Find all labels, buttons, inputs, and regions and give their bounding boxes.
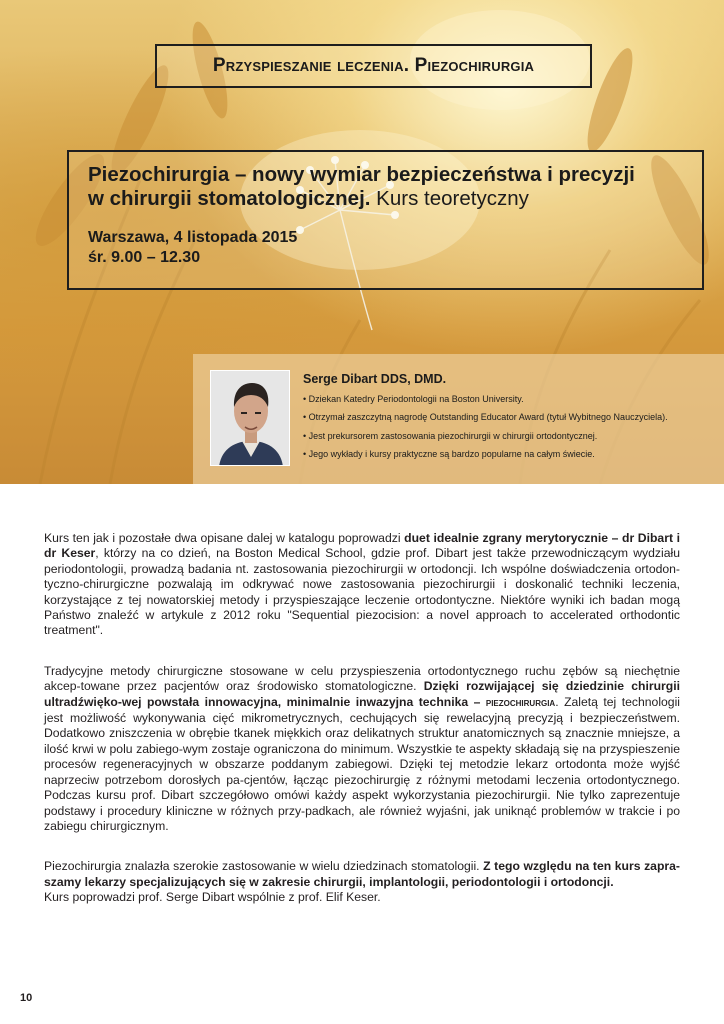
article-body <box>44 531 680 931</box>
page-number: 10 <box>20 992 33 1004</box>
course-date: Warszawa, 4 listopada 2015 <box>88 229 298 246</box>
course-time: śr. 9.00 – 12.30 <box>88 249 201 266</box>
paragraph-1-emphasis: duet idealnie zgrany merytorycznie – dr Dibart i dr Keser <box>44 531 681 561</box>
lecturer-bio-item: • Otrzymał zaszczytną nagrodę Outstanding Educator Award (tytuł Wybitnego Nauczyciela). <box>303 408 668 426</box>
section-title: Przyspieszanie leczenia. Piezochirurgia <box>212 55 535 76</box>
lecturer-bio-list <box>303 390 668 463</box>
lecturer-bio-item: • Dziekan Katedry Periodontologii na Boston University. <box>303 390 668 408</box>
paragraph-3-text-end: Kurs poprowadzi prof. Serge Dibart wspólnie z prof. Elif Keser. <box>44 890 381 905</box>
course-title-line-2: w chirurgii stomatologicznej. <box>88 187 371 210</box>
lecturer-portrait <box>210 370 290 466</box>
paragraph-3-emphasis: Z tego względu na ten kurs zapra-szamy lekarzy specjalizujących się w zakresie chirurgii, implantologii, periodontologii i ortodoncji. <box>44 859 680 889</box>
lecturer-bio-item: • Jest prekursorem zastosowania piezochirurgii w chirurgii ortodontycznej. <box>303 427 668 445</box>
hero-banner <box>0 0 724 484</box>
paragraph-1-text-end: , którzy na co dzień, na Boston Medical School, gdzie prof. Dibart jest także przewodniczącym wydziału periodontologii, prowadzą badania nt. zastosowania piezochirurgii w ortodoncji. Ich wspólne doświadczenia ortodon-tyczno-chirurgiczne pozwalają im odkrywać nowe zastosowania piezochirurgii i doskonalić techniki leczenia, korzystające z tej nowatorskiej metody i przyspieszające leczenie ortodontyczne. Niektóre wyniki ich badan mogą Państwo znaleźć w artykule z 2012 roku "Sequential piezocision: a novel approach to accelerated orthodontic treatment". <box>44 546 680 638</box>
course-schedule <box>88 228 702 268</box>
section-title-box <box>155 44 592 88</box>
lecturer-photo <box>211 371 290 466</box>
paragraph-2-emphasis: Dzięki rozwijającej się dziedzinie chirurgii ultradźwięko-wej powstała innowacyjna, minimalnie inwazyjna technika – <box>44 679 680 709</box>
lecturer-name: Serge Dibart DDS, DMD. <box>303 372 447 386</box>
paragraph-2-smallcaps: piezochirurgia <box>485 696 556 709</box>
paragraph-3-text: Piezochirurgia znalazła szerokie zastosowanie w wielu dziedzinach stomatologii. <box>44 859 484 874</box>
paragraph-2 <box>44 664 680 834</box>
paragraph-3 <box>44 859 680 905</box>
lecturer-bio-item: • Jego wykłady i kursy praktyczne są bardzo popularne na całym świecie. <box>303 445 668 463</box>
course-title-line-1: Piezochirurgia – nowy wymiar bezpieczeństwa i precyzji <box>88 163 635 186</box>
lecturer-panel <box>193 354 724 484</box>
paragraph-1-text: Kurs ten jak i pozostałe dwa opisane dalej w katalogu poprowadzi <box>44 531 405 545</box>
course-title <box>88 163 702 211</box>
paragraph-2-text: Tradycyjne metody chirurgiczne stosowane w celu przyspieszenia ortodontycznego ruchu zębów są niechętnie akcep-towane przez pacjentów oraz środowisko stomatologiczne. <box>44 663 680 694</box>
paragraph-2-text-end: . Zaletą tej technologii jest możliwość wykonywania cięć mikrometrycznych, cechujących się rewelacyjną precyzją i bezpieczeństwem. Dodatkowo zniszczenia w obrębie tkanek miękkich oraz delikatnych struktur anatomicznych są znacznie mniejsze, a ilość krwi w polu zabiego-wym zostaje ograniczona do minimum. Wszystkie te aspekty składają się na przyspieszenie procesów regeneracyjnych w obszarze poddanym zabiegowi. Dzięki tej metodzie lekarz ortodonta może wyjść naprzeciw potrzebom dorosłych pa-cjentów, łącząc piezochirurgię z różnymi metodami leczenia ortodontycznego. Podczas kursu prof. Dibart szczegółowo omówi każdy aspekt wykorzystania piezochirurgii. Nie tylko zaprezentuje podstawy i procedury kliniczne w różnych przy-padkach, ale również wyjaśni, jak uniknąć problemów w trakcie i po zabiegu chirurgicznym. <box>44 694 680 833</box>
course-info-box <box>67 150 704 290</box>
course-type: Kurs teoretyczny <box>370 187 529 210</box>
paragraph-1 <box>44 531 680 639</box>
